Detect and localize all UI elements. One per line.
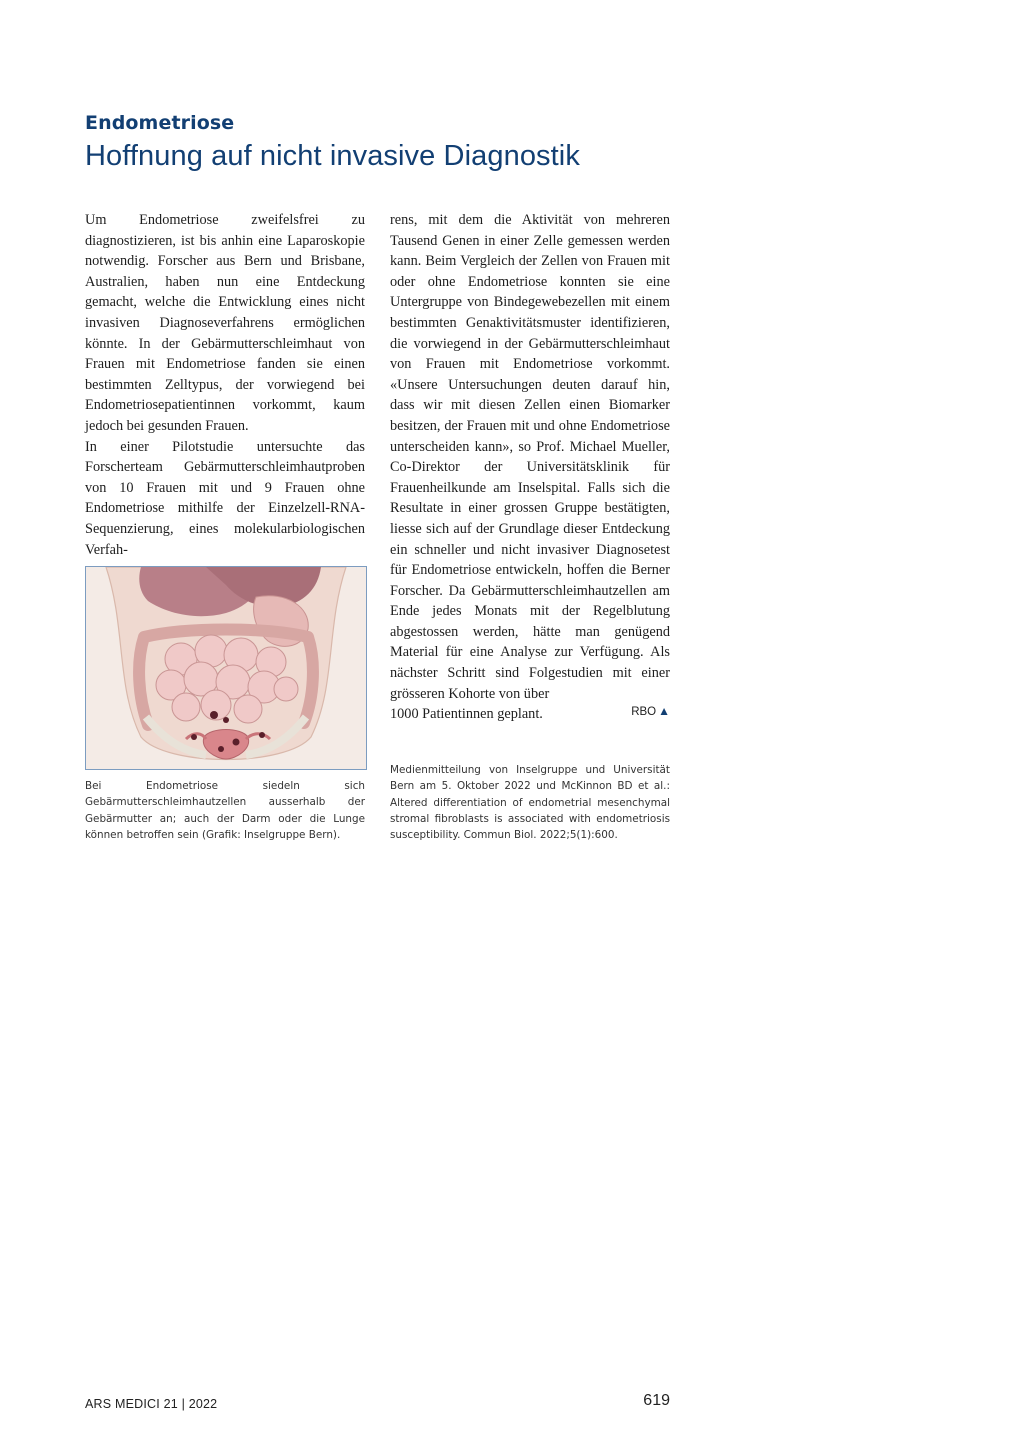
body-paragraph: rens, mit dem die Aktivität von mehreren Tausend Genen in einer Zelle gemessen werden kann. Beim Vergleich der Zellen von Frauen mit oder ohne Endometriose konnten sie eine Untergruppe von Bindegewebezellen mit einem bestimmten Genaktivitätsmuster identifizieren, die vorwiegend in der Gebärmutterschleimhaut von Frauen mit Endometriose vorkommt. «Unsere Untersuchungen deuten darauf hin, dass wir mit diesen Zellen einen Biomarker besitzen, der Frauen mit und ohne Endometriose unterscheiden kann», so Prof. Michael Mueller, Co-Direktor der Universitätsklinik für Frauenheilkunde am Inselspital. Falls sich die Resultate in einer grossen Gruppe bestätigten, liesse sich auf der Grundlage dieser Entdeckung ein schneller und nicht invasiver Diagnosetest für Endometriose entwickeln, hoffen die Berner Forscher. Da Gebärmutterschleimhautzellen am Ende jedes Monats mit der Regelblutung abgestossen werden, hätte man genügend Material für eine Analyse zur Verfügung. Als nächster Schritt sind Folgestudien mit einer grösseren Kohorte von über: [390, 212, 670, 702]
triangle-end-mark-icon: ▲: [658, 704, 670, 719]
anatomy-illustration: [85, 566, 367, 770]
body-paragraph: In einer Pilotstudie untersuchte das Forscherteam Gebärmutterschleimhautproben von 10 Frauen mit und 9 Frauen ohne Endometriose mithilfe der Einzelzell-RNA-Sequenzierung, eines molekularbiologischen Verfah-: [85, 438, 365, 558]
author-tag: [631, 701, 670, 723]
article-kicker: Endometriose: [85, 112, 235, 134]
figure-caption: Bei Endometriose siedeln sich Gebärmutterschleimhautzellen ausserhalb der Gebärmutter an; auch der Darm oder die Lunge können betroffen sein (Grafik: Inselgruppe Bern).: [85, 780, 365, 841]
source-note: Medienmitteilung von Inselgruppe und Universität Bern am 5. Oktober 2022 und McKinnon BD et al.: Altered differentiation of endometrial mesenchymal stromal fibroblasts is associated with endometriosis susceptibility. Commun Biol. 2022;5(1):600.: [390, 764, 670, 842]
abdomen-illustration-graphic: [86, 567, 366, 769]
body-paragraph: Um Endometriose zweifelsfrei zu diagnostizieren, ist bis anhin eine Laparoskopie notwendig. Forscher aus Bern und Brisbane, Australien, haben nun eine Entdeckung gemacht, welche die Entwicklung eines nicht invasiven Diagnoseverfahrens ermöglichen könnte. In der Gebärmutterschleimhaut von Frauen mit Endometriose fanden sie einen bestimmten Zelltypus, der vorwiegend bei Endometriosepatientinnen vorkommt, kaum jedoch bei gesunden Frauen.: [85, 212, 365, 434]
body-column-left: [85, 210, 365, 560]
author-initials: RBO: [631, 706, 657, 719]
body-column-right: [390, 210, 670, 725]
page-number: 619: [643, 1392, 670, 1409]
article-headline: Hoffnung auf nicht invasive Diagnostik: [85, 140, 580, 172]
body-paragraph-last: [390, 704, 670, 725]
journal-footer: ARS MEDICI 21 | 2022: [85, 1397, 218, 1411]
body-last-line: 1000 Patientinnen geplant.: [390, 706, 543, 723]
